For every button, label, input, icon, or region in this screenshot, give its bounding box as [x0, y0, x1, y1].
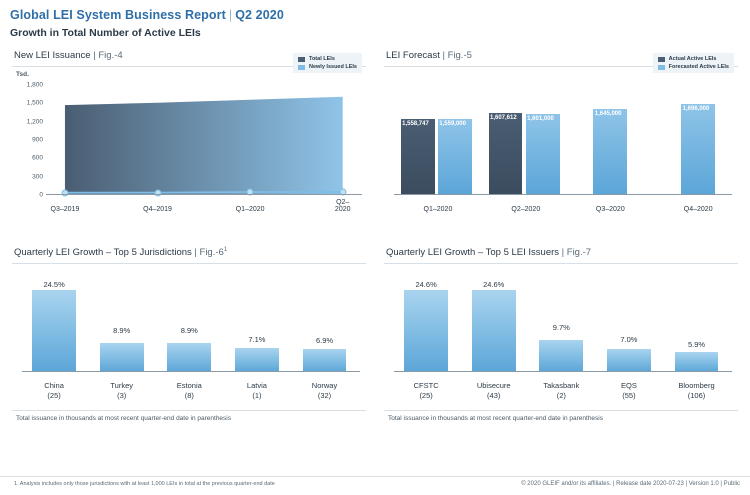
fig7-category-ubisecure	[477, 381, 511, 400]
fig5-bar-q4-forecast	[681, 104, 715, 195]
fig5-bar-q3-forecast	[593, 109, 627, 195]
fig5-legend-swatch-forecast	[658, 65, 665, 70]
fig6-title: Quarterly LEI Growth – Top 5 Jurisdictions	[14, 247, 192, 259]
fig4-marker-q4-2019	[154, 189, 161, 196]
charts-row-top	[8, 44, 742, 221]
fig4-xlabel-3: Q2–2020	[334, 199, 351, 213]
fig4-figlabel: Fig.-4	[98, 50, 123, 61]
fig4-line-new	[46, 85, 362, 195]
fig6-category-china-name: China	[44, 381, 64, 391]
fig5-legend-item-forecast	[658, 64, 729, 70]
fig4-ytick-1800: 1,800	[26, 81, 43, 89]
fig6-category-estonia-name: Estonia	[176, 381, 202, 391]
fig7-bar-cfstc	[404, 290, 448, 372]
fig6-figlabel: Fig.-6	[199, 247, 224, 259]
fig5-barlabel-q2-forecast: 1,601,000	[527, 115, 554, 122]
fig5-legend-label-forecast: Forecasted Active LEIs	[668, 64, 729, 70]
fig5-xaxis	[394, 194, 732, 195]
fig6-category-latvia-name: Latvia	[246, 381, 267, 391]
fig7-divider	[384, 263, 738, 264]
fig5-barlabel-q1-forecast: 1,559,000	[439, 120, 466, 127]
fig6-value-turkey: 8.9%	[113, 326, 131, 336]
fig6-bar-norway	[303, 349, 347, 372]
fig4-yaxis-unit: Tsd.	[16, 71, 29, 78]
fig7-figlabel: Fig.-7	[566, 247, 592, 258]
fig7-xaxis	[394, 371, 732, 372]
fig6-chart	[12, 268, 366, 408]
fig6-category-china-count: (25)	[47, 390, 61, 400]
fig6-category-norway-name: Norway	[311, 381, 338, 391]
fig5-barlabel-q2-actual: 1,607,612	[489, 114, 517, 121]
fig4-ytick-600: 600	[32, 154, 43, 162]
fig5-xlabel-2: Q3–2020	[595, 206, 625, 213]
fig4-legend-item-total	[298, 56, 357, 62]
fig6-footnote-marker: 1	[223, 247, 228, 253]
fig5-xlabel-1: Q2–2020	[511, 206, 541, 213]
fig5-xlabel-3: Q4–2020	[683, 206, 713, 213]
fig7-value-eqs: 7.0%	[620, 335, 638, 344]
report-footer	[0, 476, 750, 495]
fig5-legend-item-actual	[658, 56, 729, 62]
panel-fig4	[8, 44, 370, 221]
fig6-bar-latvia	[235, 348, 279, 372]
fig6-category-estonia-count: (8)	[184, 390, 194, 400]
fig7-title: Quarterly LEI Growth – Top 5 LEI Issuers	[386, 247, 560, 258]
fig4-title: New LEI Issuance	[14, 50, 91, 61]
fig6-category-turkey-count: (3)	[117, 390, 127, 400]
page-title-quarter: Q2 2020	[235, 8, 284, 22]
fig4-xaxis	[46, 194, 362, 195]
fig5-title: LEI Forecast	[386, 50, 440, 61]
fig7-category-cfstc	[414, 381, 439, 400]
page-subtitle: Growth in Total Number of Active LEIs	[10, 27, 201, 39]
fig6-category-estonia	[177, 381, 202, 400]
fig7-category-takasbank	[543, 381, 579, 400]
fig4-legend-label-new: Newly Issued LEIs	[309, 64, 357, 70]
fig7-category-cfstc-count: (25)	[419, 390, 433, 400]
fig6-note: Total issuance in thousands at most recent quarter-end date in parenthesis	[12, 410, 366, 422]
fig7-bar-takasbank	[539, 340, 583, 372]
fig6-category-china	[44, 381, 64, 400]
fig7-category-bloomberg-name: Bloomberg	[678, 381, 715, 391]
fig5-barlabel-q3-forecast: 1,645,000	[594, 110, 622, 117]
fig6-sep: |	[194, 247, 197, 259]
charts-row-bottom	[8, 241, 742, 422]
fig5-chart	[384, 56, 738, 221]
report-header	[0, 0, 750, 39]
fig6-category-latvia-count: (1)	[252, 390, 262, 400]
fig4-plot	[26, 81, 362, 199]
fig5-barlabel-q1-actual: 1,558,747	[402, 120, 429, 127]
footer-copyright: © 2020 GLEIF and/or its affiliates. | Release date 2020-07-23 | Version 1.0 | Public	[521, 481, 740, 487]
fig4-xlabel-1: Q4–2019	[143, 206, 172, 213]
fig4-legend-label-total: Total LEIs	[309, 56, 335, 62]
fig6-value-latvia: 7.1%	[248, 335, 266, 345]
fig6-value-china: 24.5%	[43, 280, 65, 290]
fig7-value-ubisecure: 24.6%	[483, 280, 505, 289]
fig5-legend-swatch-actual	[658, 57, 665, 62]
fig6-value-estonia: 8.9%	[180, 326, 198, 336]
fig4-xlabel-2: Q1–2020	[235, 206, 265, 213]
fig5-bar-q2-actual	[489, 113, 523, 195]
fig4-legend	[293, 53, 362, 73]
fig4-legend-swatch-new	[298, 65, 305, 70]
fig6-bar-china	[32, 290, 76, 372]
fig4-marker-q3-2019	[61, 189, 68, 196]
fig7-category-ubisecure-name: Ubisecure	[476, 381, 511, 391]
fig7-chart	[384, 268, 738, 408]
fig4-ytick-1500: 1,500	[26, 99, 43, 107]
fig5-legend	[653, 53, 734, 73]
fig4-ytick-300: 300	[32, 173, 43, 181]
fig6-title-bar	[10, 241, 368, 260]
fig5-sep: |	[442, 50, 445, 61]
fig4-legend-swatch-total	[298, 57, 305, 62]
fig7-value-takasbank: 9.7%	[552, 323, 570, 332]
fig4-legend-item-new	[298, 64, 357, 70]
fig7-title-bar	[382, 241, 740, 260]
fig7-category-eqs-count: (55)	[622, 390, 636, 400]
fig4-sep: |	[93, 50, 96, 61]
footer-footnote: 1. Analysis includes only those jurisdictions with at least 1,000 LEIs in total at the previous quarter-end date	[14, 481, 275, 487]
fig6-category-latvia	[247, 381, 267, 400]
fig6-bar-estonia	[167, 343, 211, 373]
fig6-bar-turkey	[100, 343, 144, 373]
fig6-category-norway	[312, 381, 337, 400]
fig5-legend-label-actual: Actual Active LEIs	[668, 56, 717, 62]
fig6-divider	[12, 263, 366, 264]
fig5-barlabel-q4-forecast: 1,696,000	[682, 105, 710, 112]
fig5-plot	[394, 97, 732, 195]
fig7-category-takasbank-count: (2)	[556, 390, 566, 400]
fig7-category-eqs	[621, 381, 637, 400]
fig5-xlabel-0: Q1–2020	[423, 206, 453, 213]
page-title-main: Global LEI System Business Report	[10, 8, 226, 22]
fig7-category-bloomberg-count: (106)	[687, 390, 706, 400]
fig4-ytick-0: 0	[39, 191, 43, 199]
fig7-bar-bloomberg	[675, 352, 719, 372]
page-title	[10, 8, 740, 22]
fig7-bar-eqs	[607, 349, 651, 372]
fig4-ytick-1200: 1,200	[26, 118, 43, 126]
title-separator: |	[228, 8, 233, 22]
fig6-category-norway-count: (32)	[317, 390, 332, 400]
fig7-note: Total issuance in thousands at most recent quarter-end date in parenthesis	[384, 410, 738, 422]
fig4-xlabel-0: Q3–2019	[50, 206, 80, 213]
panel-fig5	[380, 44, 742, 221]
fig5-figlabel: Fig.-5	[447, 50, 472, 61]
fig6-category-turkey	[110, 381, 133, 400]
fig5-bar-q1-forecast	[438, 119, 472, 195]
fig7-category-eqs-name: EQS	[620, 381, 637, 391]
charts-grid	[8, 44, 742, 422]
fig7-bar-ubisecure	[472, 290, 516, 372]
fig7-sep: |	[561, 247, 565, 258]
fig5-bar-q2-forecast	[526, 114, 560, 195]
fig4-ytick-900: 900	[32, 136, 43, 144]
fig7-category-bloomberg	[678, 381, 714, 400]
fig6-category-turkey-name: Turkey	[110, 381, 134, 391]
fig4-chart	[12, 56, 366, 221]
fig7-category-takasbank-name: Takasbank	[543, 381, 580, 391]
fig7-category-ubisecure-count: (43)	[487, 390, 501, 400]
fig5-bar-q1-actual	[401, 119, 435, 195]
fig7-value-cfstc: 24.6%	[415, 280, 437, 289]
panel-fig6	[8, 241, 370, 422]
fig6-xaxis	[22, 371, 360, 372]
fig6-value-norway: 6.9%	[315, 336, 334, 346]
fig7-value-bloomberg: 5.9%	[687, 340, 706, 349]
panel-fig7	[380, 241, 742, 422]
fig7-category-cfstc-name: CFSTC	[413, 381, 439, 391]
